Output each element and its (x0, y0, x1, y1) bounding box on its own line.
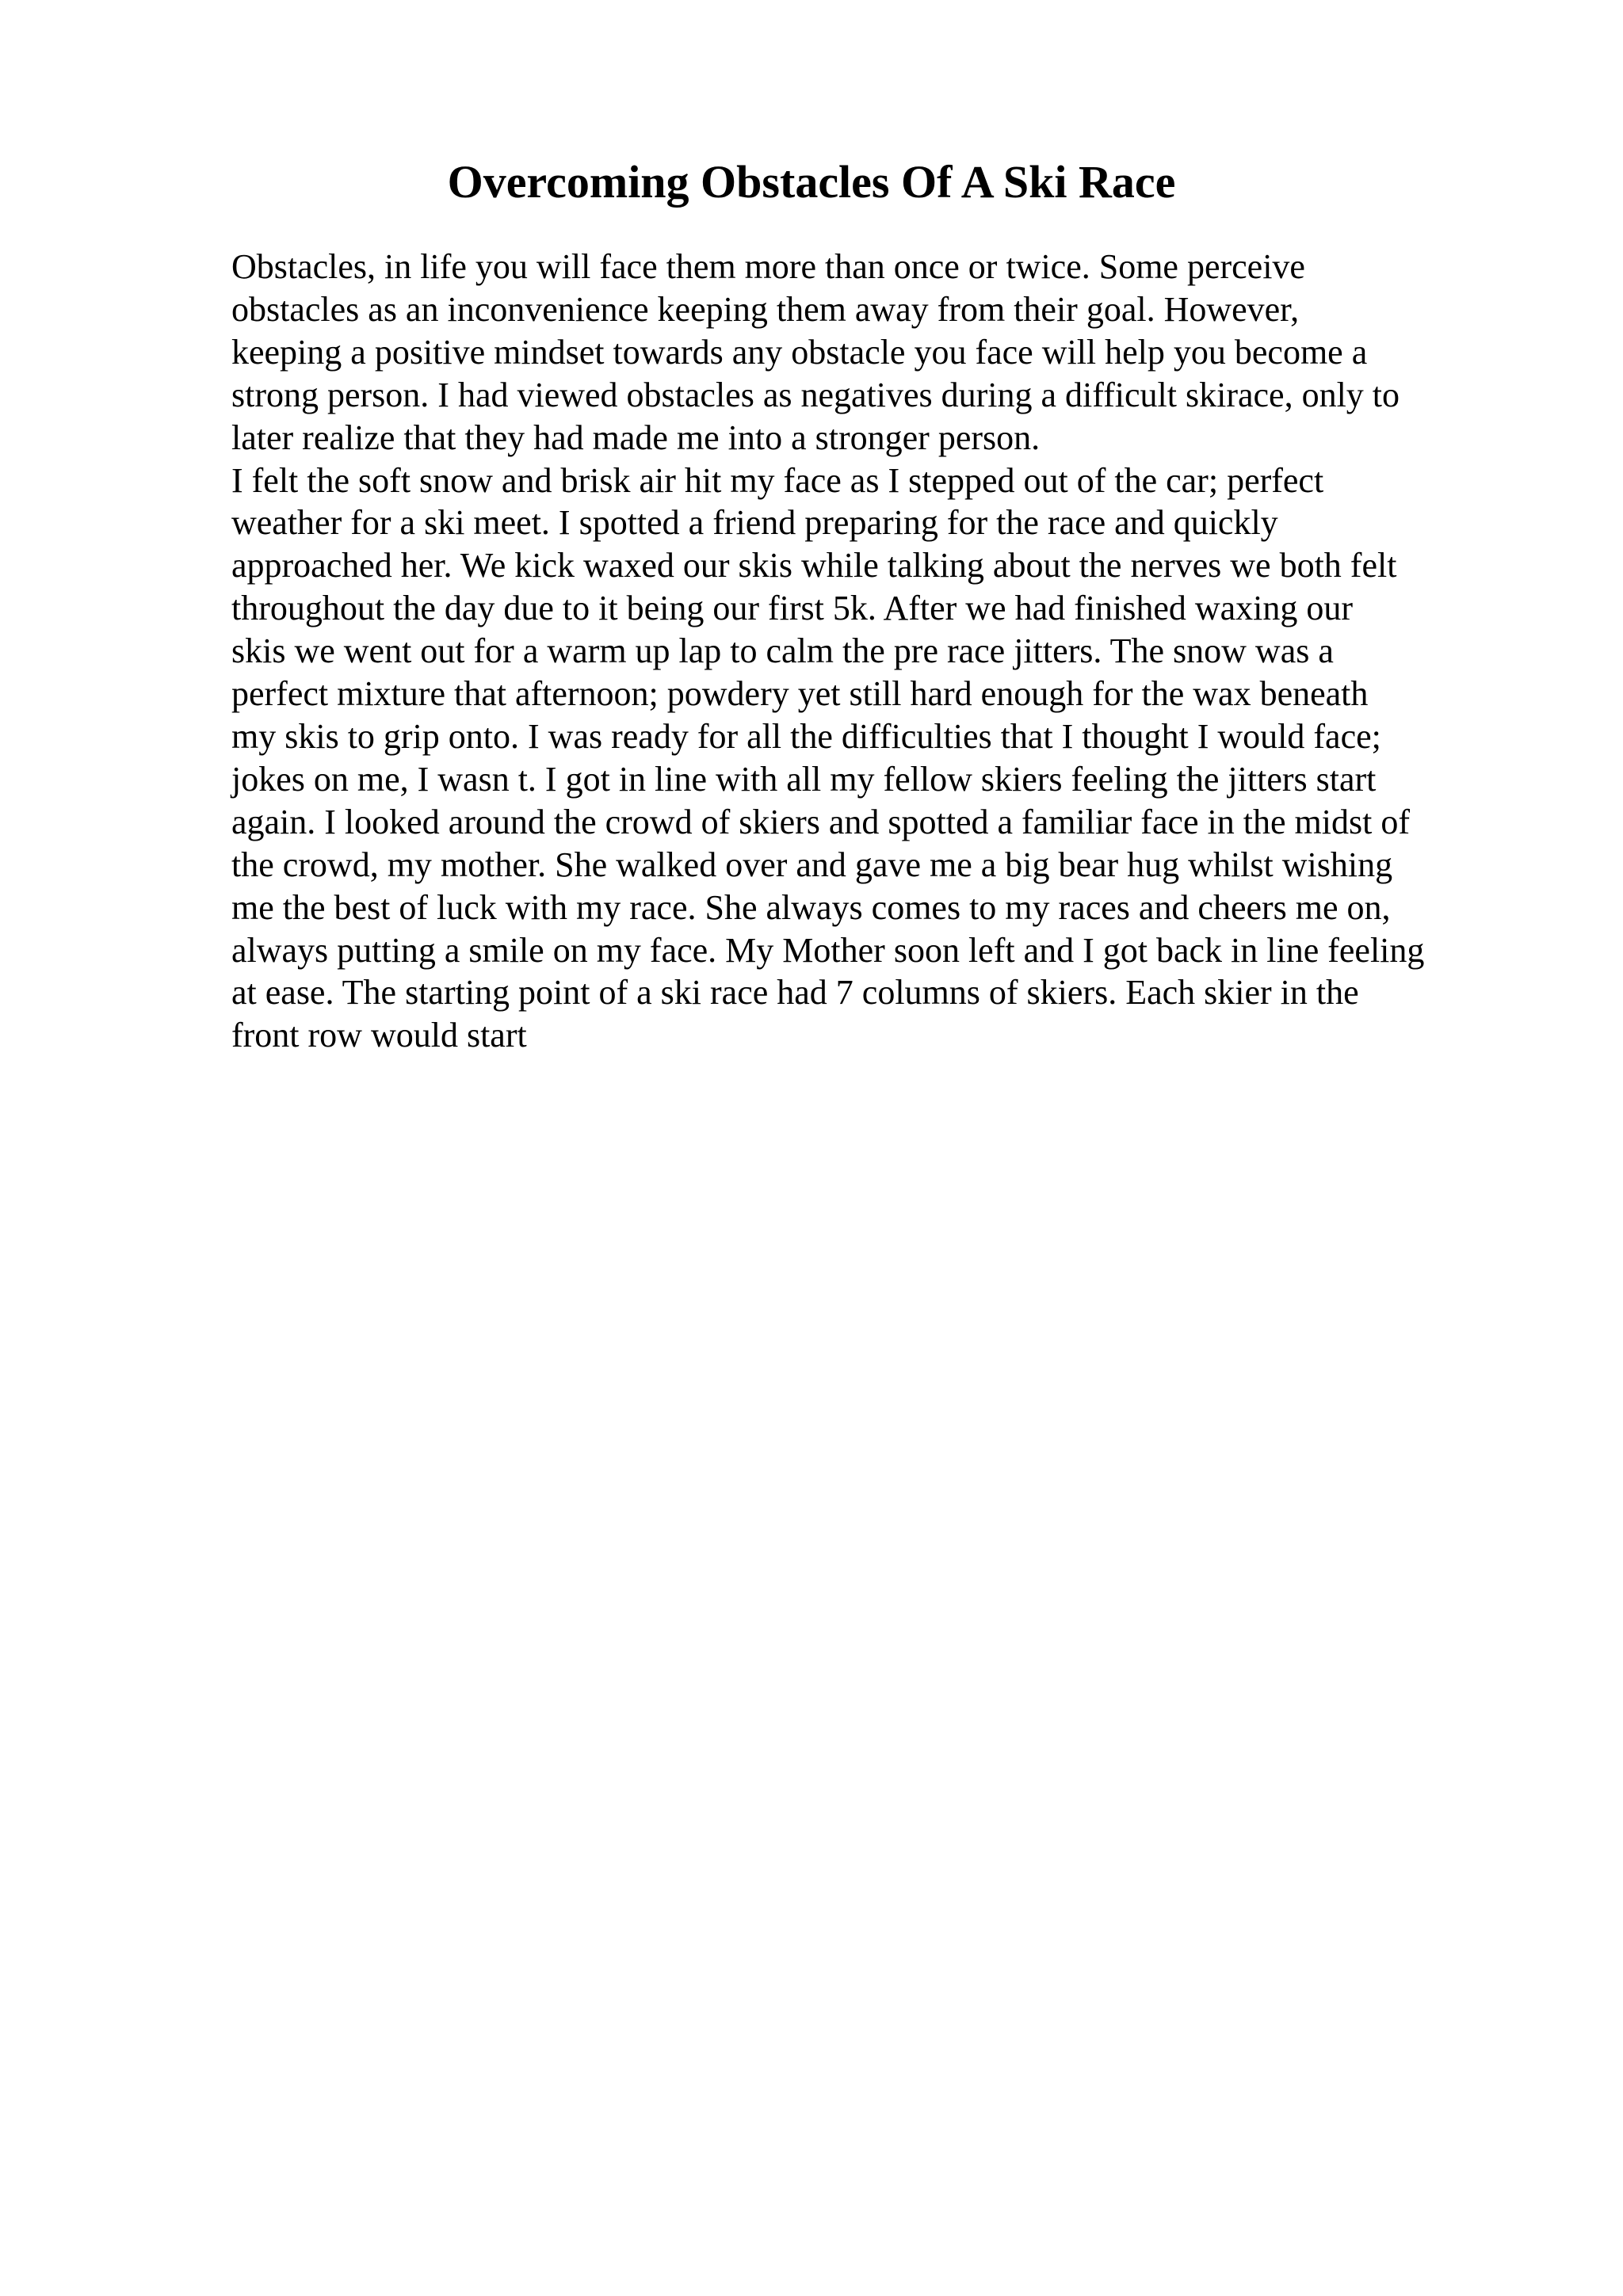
document-body (231, 246, 1531, 1057)
body-line: my skis to grip onto. I was ready for all the difficulties that I thought I would face; (231, 716, 1381, 756)
body-line: keeping a positive mindset towards any obstacle you face will help you become a (231, 332, 1368, 372)
body-line: jokes on me, I wasn t. I got in line with all my fellow skiers feeling the jitters start (231, 759, 1377, 799)
body-line: approached her. We kick waxed our skis while talking about the nerves we both felt (231, 546, 1397, 585)
body-line: the crowd, my mother. She walked over and gave me a big bear hug whilst wishing (231, 845, 1393, 884)
document-title: Overcoming Obstacles Of A Ski Race (447, 156, 1176, 208)
body-line: perfect mixture that afternoon; powdery yet still hard enough for the wax beneath (231, 674, 1369, 714)
body-line: me the best of luck with my race. She always comes to my races and cheers me on, (231, 887, 1391, 927)
body-line: weather for a ski meet. I spotted a friend preparing for the race and quickly (231, 503, 1278, 543)
body-line: obstacles as an inconvenience keeping them away from their goal. However, (231, 289, 1300, 329)
body-line: again. I looked around the crowd of skiers and spotted a familiar face in the midst of (231, 802, 1410, 841)
body-line: skis we went out for a warm up lap to calm the pre race jitters. The snow was a (231, 631, 1334, 671)
body-line: later realize that they had made me into a stronger person. (231, 418, 1041, 457)
body-line: throughout the day due to it being our first 5k. After we had finished waxing our (231, 589, 1354, 628)
body-line: Obstacles, in life you will face them more than once or twice. Some perceive (231, 247, 1305, 286)
body-line: at ease. The starting point of a ski race had 7 columns of skiers. Each skier in the (231, 973, 1359, 1013)
body-line: always putting a smile on my face. My Mother soon left and I got back in line feeling (231, 930, 1425, 970)
body-line: strong person. I had viewed obstacles as negatives during a difficult skirace, only to (231, 375, 1400, 414)
body-line: I felt the soft snow and brisk air hit my face as I stepped out of the car; perfect (231, 460, 1324, 500)
body-line: front row would start (231, 1016, 527, 1055)
